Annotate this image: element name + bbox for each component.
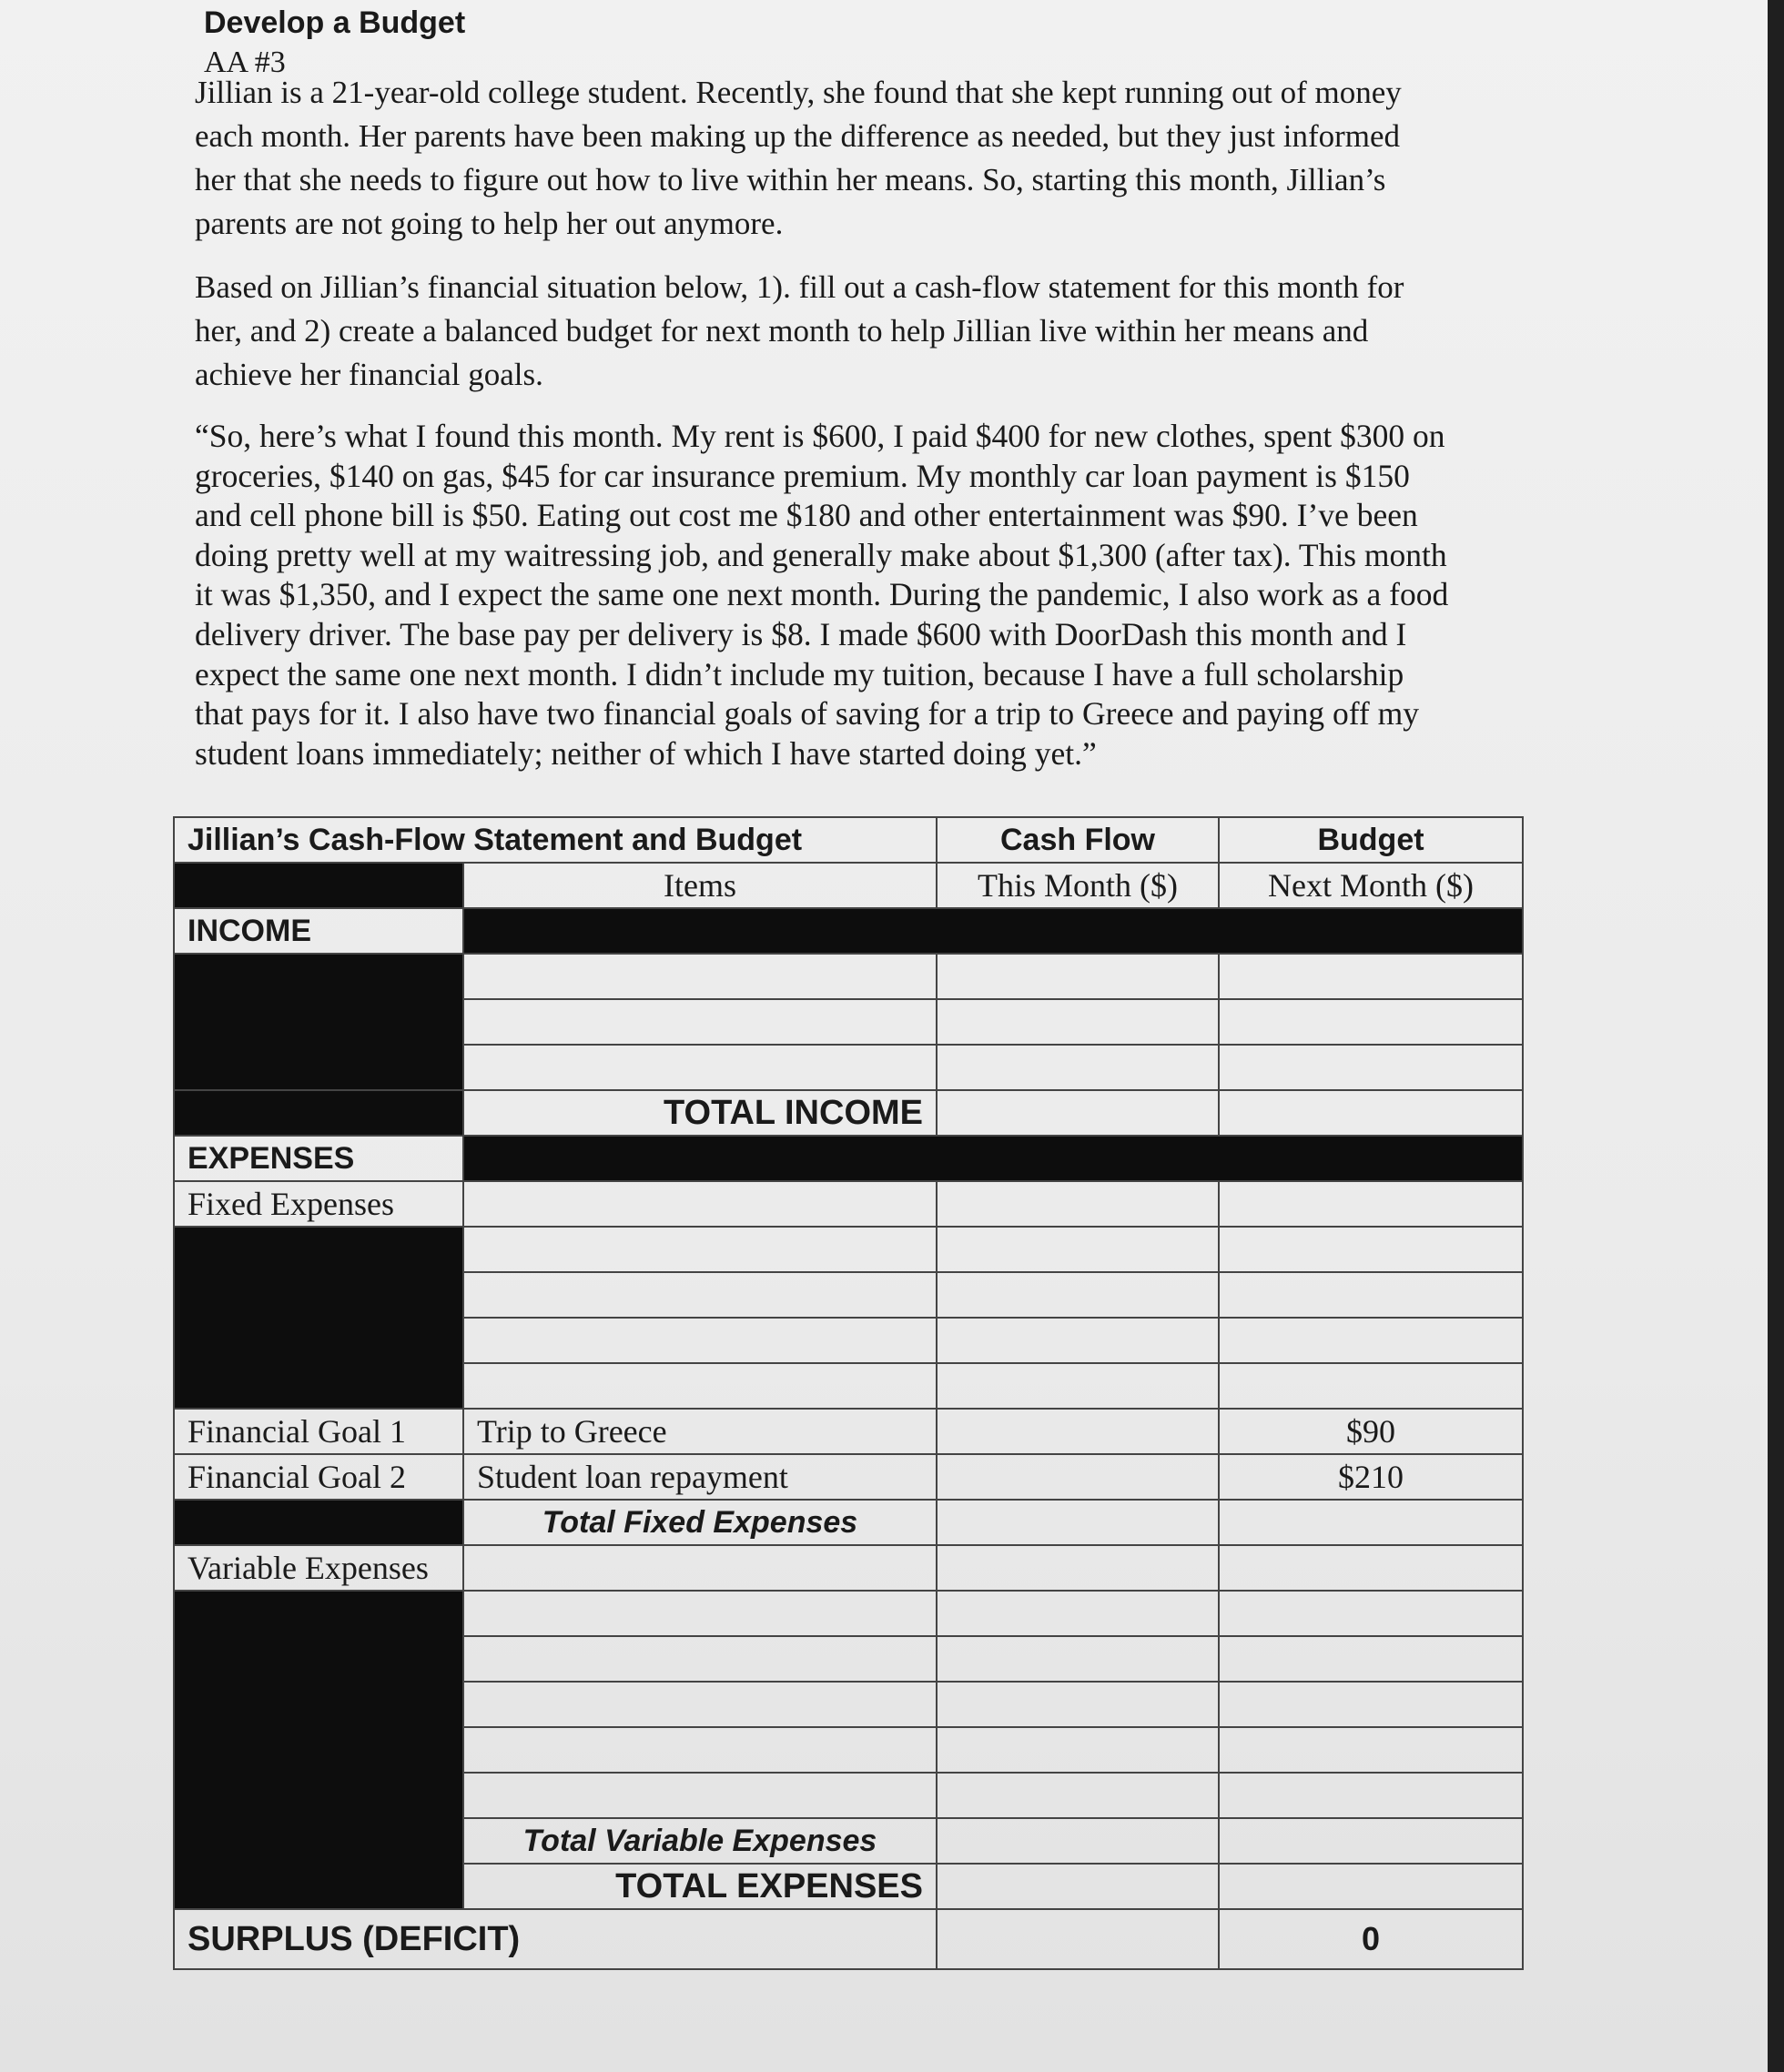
quote-line: doing pretty well at my waitressing job, and generally make about $1,300 (after tax). This month xyxy=(195,536,1447,573)
quote-paragraph xyxy=(195,417,1560,773)
income-budget-cell[interactable] xyxy=(1219,1045,1523,1090)
table-header-row xyxy=(174,817,1523,863)
financial-goal-2-row xyxy=(174,1454,1523,1500)
total-expenses-budget-cell[interactable] xyxy=(1219,1864,1523,1909)
expenses-section-row xyxy=(174,1136,1523,1181)
income-section-label: INCOME xyxy=(174,908,463,954)
variable-cashflow-cell[interactable] xyxy=(937,1682,1219,1727)
income-item-cell[interactable] xyxy=(463,954,937,999)
financial-goal-1-row xyxy=(174,1409,1523,1454)
table-title: Jillian’s Cash-Flow Statement and Budget xyxy=(174,817,937,863)
variable-expenses-label: Variable Expenses xyxy=(174,1545,463,1591)
task-line: achieve her financial goals. xyxy=(195,357,543,392)
total-fixed-row xyxy=(174,1500,1523,1545)
variable-item-cell[interactable] xyxy=(463,1727,937,1773)
quote-line: expect the same one next month. I didn’t include my tuition, because I have a full scholarship xyxy=(195,655,1404,692)
fixed-item-cell[interactable] xyxy=(463,1227,937,1272)
total-income-budget-cell[interactable] xyxy=(1219,1090,1523,1136)
task-paragraph xyxy=(195,266,1560,397)
income-section-row xyxy=(174,908,1523,954)
variable-budget-cell[interactable] xyxy=(1219,1773,1523,1818)
fixed-expenses-label-row xyxy=(174,1181,1523,1227)
variable-budget-cell[interactable] xyxy=(1219,1727,1523,1773)
variable-expense-row xyxy=(174,1591,1523,1636)
total-expenses-label: TOTAL EXPENSES xyxy=(463,1864,937,1909)
income-row xyxy=(174,954,1523,999)
fixed-item-cell[interactable] xyxy=(463,1272,937,1318)
blacked-cell xyxy=(463,1136,1523,1181)
surplus-cashflow-cell[interactable] xyxy=(937,1909,1219,1969)
items-column-header: Items xyxy=(463,863,937,908)
total-variable-budget-cell[interactable] xyxy=(1219,1818,1523,1864)
income-budget-cell[interactable] xyxy=(1219,954,1523,999)
income-item-cell[interactable] xyxy=(463,1045,937,1090)
variable-item-cell[interactable] xyxy=(463,1773,937,1818)
financial-goal-2-item: Student loan repayment xyxy=(463,1454,937,1500)
quote-line: delivery driver. The base pay per delivery is $8. I made $600 with DoorDash this month and I xyxy=(195,615,1407,652)
fixed-item-cell[interactable] xyxy=(463,1363,937,1409)
quote-line: that pays for it. I also have two financial goals of saving for a trip to Greece and paying off my xyxy=(195,695,1419,733)
variable-cashflow-cell[interactable] xyxy=(937,1591,1219,1636)
fixed-budget-cell[interactable] xyxy=(1219,1181,1523,1227)
total-variable-cashflow-cell[interactable] xyxy=(937,1818,1219,1864)
fixed-expenses-label: Fixed Expenses xyxy=(174,1181,463,1227)
intro-line: each month. Her parents have been making up the difference as needed, but they just informed xyxy=(195,118,1401,154)
fixed-budget-cell[interactable] xyxy=(1219,1318,1523,1363)
total-fixed-cashflow-cell[interactable] xyxy=(937,1500,1219,1545)
fixed-item-cell[interactable] xyxy=(463,1181,937,1227)
fixed-cashflow-cell[interactable] xyxy=(937,1181,1219,1227)
fixed-budget-cell[interactable] xyxy=(1219,1363,1523,1409)
blacked-cell xyxy=(174,1591,463,1909)
total-fixed-label: Total Fixed Expenses xyxy=(463,1500,937,1545)
fixed-cashflow-cell[interactable] xyxy=(937,1363,1219,1409)
cashflow-period-header: This Month ($) xyxy=(937,863,1219,908)
income-budget-cell[interactable] xyxy=(1219,999,1523,1045)
blacked-cell xyxy=(174,1090,463,1136)
assignment-number: AA #3 xyxy=(204,45,286,79)
income-cashflow-cell[interactable] xyxy=(937,1045,1219,1090)
budget-period-header: Next Month ($) xyxy=(1219,863,1523,908)
financial-goal-1-item: Trip to Greece xyxy=(463,1409,937,1454)
variable-item-cell[interactable] xyxy=(463,1545,937,1591)
goal-2-budget-value[interactable]: $210 xyxy=(1219,1454,1523,1500)
goal-1-cashflow-cell[interactable] xyxy=(937,1409,1219,1454)
financial-goal-2-label: Financial Goal 2 xyxy=(174,1454,463,1500)
blacked-cell xyxy=(174,1227,463,1409)
total-income-label: TOTAL INCOME xyxy=(463,1090,937,1136)
variable-item-cell[interactable] xyxy=(463,1591,937,1636)
quote-line: student loans immediately; neither of which I have started doing yet.” xyxy=(195,734,1097,772)
variable-item-cell[interactable] xyxy=(463,1682,937,1727)
surplus-budget-value[interactable]: 0 xyxy=(1219,1909,1523,1969)
variable-cashflow-cell[interactable] xyxy=(937,1636,1219,1682)
variable-cashflow-cell[interactable] xyxy=(937,1773,1219,1818)
total-expenses-cashflow-cell[interactable] xyxy=(937,1864,1219,1909)
fixed-budget-cell[interactable] xyxy=(1219,1227,1523,1272)
cash-flow-budget-table xyxy=(173,816,1524,1970)
variable-cashflow-cell[interactable] xyxy=(937,1727,1219,1773)
variable-cashflow-cell[interactable] xyxy=(937,1545,1219,1591)
fixed-cashflow-cell[interactable] xyxy=(937,1272,1219,1318)
cashflow-column-header: Cash Flow xyxy=(937,817,1219,863)
surplus-row xyxy=(174,1909,1523,1969)
variable-budget-cell[interactable] xyxy=(1219,1545,1523,1591)
quote-line: and cell phone bill is $50. Eating out cost me $180 and other entertainment was $90. I’ve been xyxy=(195,497,1418,534)
page-title: Develop a Budget xyxy=(204,5,466,40)
fixed-expense-row xyxy=(174,1227,1523,1272)
income-cashflow-cell[interactable] xyxy=(937,999,1219,1045)
total-fixed-budget-cell[interactable] xyxy=(1219,1500,1523,1545)
variable-budget-cell[interactable] xyxy=(1219,1591,1523,1636)
blacked-cell xyxy=(174,954,463,1090)
fixed-item-cell[interactable] xyxy=(463,1318,937,1363)
budget-column-header: Budget xyxy=(1219,817,1523,863)
variable-budget-cell[interactable] xyxy=(1219,1636,1523,1682)
total-variable-label: Total Variable Expenses xyxy=(463,1818,937,1864)
quote-line: groceries, $140 on gas, $45 for car insurance premium. My monthly car loan payment is $150 xyxy=(195,457,1410,494)
financial-goal-1-label: Financial Goal 1 xyxy=(174,1409,463,1454)
income-cashflow-cell[interactable] xyxy=(937,954,1219,999)
goal-2-cashflow-cell[interactable] xyxy=(937,1454,1219,1500)
quote-line: “So, here’s what I found this month. My rent is $600, I paid $400 for new clothes, spent $300 on xyxy=(195,418,1445,454)
task-line: Based on Jillian’s financial situation below, 1). fill out a cash-flow statement for this month for xyxy=(195,269,1404,305)
blacked-cell xyxy=(174,1500,463,1545)
quote-line: it was $1,350, and I expect the same one next month. During the pandemic, I also work as a food xyxy=(195,576,1449,613)
total-income-row xyxy=(174,1090,1523,1136)
variable-item-cell[interactable] xyxy=(463,1636,937,1682)
goal-1-budget-value[interactable]: $90 xyxy=(1219,1409,1523,1454)
blacked-cell xyxy=(463,908,1523,954)
intro-line: Jillian is a 21-year-old college student. Recently, she found that she kept running out of money xyxy=(195,75,1402,110)
variable-budget-cell[interactable] xyxy=(1219,1682,1523,1727)
surplus-deficit-label: SURPLUS (DEFICIT) xyxy=(174,1909,937,1969)
table-subheader-row xyxy=(174,863,1523,908)
task-line: her, and 2) create a balanced budget for next month to help Jillian live within her means and xyxy=(195,313,1369,349)
total-income-cashflow-cell[interactable] xyxy=(937,1090,1219,1136)
income-item-cell[interactable] xyxy=(463,999,937,1045)
variable-expenses-label-row xyxy=(174,1545,1523,1591)
intro-line: parents are not going to help her out anymore. xyxy=(195,206,784,241)
expenses-section-label: EXPENSES xyxy=(174,1136,463,1181)
fixed-cashflow-cell[interactable] xyxy=(937,1227,1219,1272)
fixed-cashflow-cell[interactable] xyxy=(937,1318,1219,1363)
intro-line: her that she needs to figure out how to live within her means. So, starting this month, Jillian’s xyxy=(195,162,1386,197)
screen-edge xyxy=(1768,0,1784,2072)
fixed-budget-cell[interactable] xyxy=(1219,1272,1523,1318)
intro-paragraph xyxy=(195,71,1560,246)
blacked-cell xyxy=(174,863,463,908)
